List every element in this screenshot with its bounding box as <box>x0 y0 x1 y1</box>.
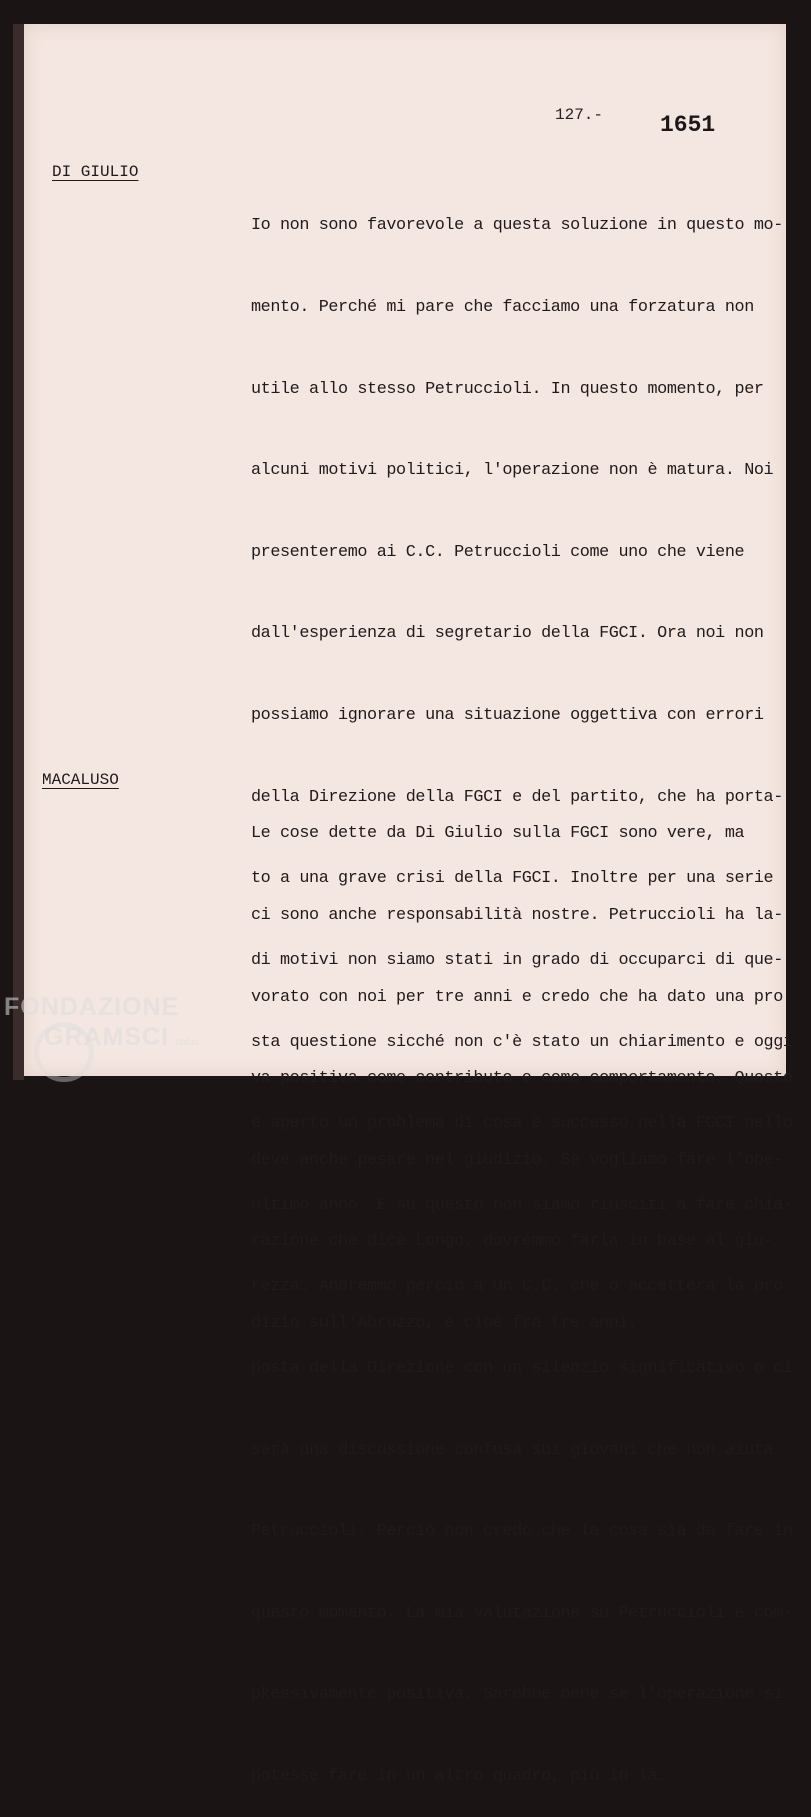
page-binding-edge <box>13 24 24 1080</box>
text-line: alcuni motivi politici, l'operazione non è matura. Noi <box>251 461 774 481</box>
text-line: è aperto un problema di cosa è successo nella FGCI nello <box>251 1114 793 1134</box>
text-line: dall'esperienza di segretario della FGCI. Ora noi non <box>251 624 764 644</box>
text-line: pkessivamente positiva. Sarebbe bene se l'operazione si <box>251 1685 783 1705</box>
text-line: sta questione sicché non c'è stato un chiarimento e oggi <box>251 1032 793 1052</box>
text-line: questo momento. La mia valutazione su Petruccioli è com- <box>251 1603 793 1623</box>
text-line: Le cose dette da Di Giulio sulla FGCI sono vere, ma <box>251 824 745 844</box>
fondazione-gramsci-watermark <box>4 992 199 1058</box>
text-line: della Direzione della FGCI e del partito, che ha porta- <box>251 787 783 807</box>
text-line: ultimo anno. E su questo non siamo riusciti a fare chia- <box>251 1195 793 1215</box>
text-line: possiamo ignorare una situazione oggettiva con errori <box>251 706 764 726</box>
page-number: 127.- <box>555 106 604 124</box>
text-line: va positiva come contributo e come comportamento. Questo <box>251 1069 793 1089</box>
text-line: vorato con noi per tre anni e credo che ha dato una pro <box>251 987 783 1007</box>
speaker-di-giulio: DI GIULIO <box>52 163 139 181</box>
text-line: mento. Perché mi pare che facciamo una forzatura non <box>251 298 754 318</box>
text-line: utile allo stesso Petruccioli. In questo momento, per <box>251 379 764 399</box>
speaker-macaluso: MACALUSO <box>42 771 119 789</box>
watermark-line2: GRAMSCI onlus <box>44 1023 199 1051</box>
text-line: ci sono anche responsabilità nostre. Petruccioli ha la- <box>251 906 783 926</box>
text-line: di motivi non siamo stati in grado di occuparci di que- <box>251 950 783 970</box>
text-line: presenteremo ai C.C. Petruccioli come uno che viene <box>251 542 745 562</box>
folio-number: 1651 <box>660 112 716 138</box>
text-line: potesse fare in un altro quadro, più in là. <box>251 1766 667 1786</box>
text-line: sarà una discussione confusa sui giovani che non aiuta <box>251 1440 774 1460</box>
text-line: to a una grave crisi della FGCI. Inoltre per una serie <box>251 869 774 889</box>
paragraph-macaluso <box>251 766 791 1364</box>
text-line: rezza. Andremmo perciò a un C.C. che o accetterà la pro <box>251 1277 783 1297</box>
text-line: razione che dice Longo, dovremmo farla in base al giu- <box>251 1232 774 1252</box>
text-line: dizio sull'Abruzzo, e cioè fra tre anni. <box>251 1314 638 1334</box>
watermark-tag: onlus <box>175 1037 199 1048</box>
text-line: Petruccioli. Perciò non credo che la cosa sia da fare in <box>251 1522 793 1542</box>
watermark-line1: FONDAZIONE <box>4 993 180 1021</box>
text-line: deve anche pesare nel giudizio. Se vogliamo fare l'ope- <box>251 1150 783 1170</box>
text-line: Io non sono favorevole a questa soluzione in questo mo- <box>251 216 783 236</box>
text-line: posta della Direzione con un silenzio significativo o ci <box>251 1358 793 1378</box>
